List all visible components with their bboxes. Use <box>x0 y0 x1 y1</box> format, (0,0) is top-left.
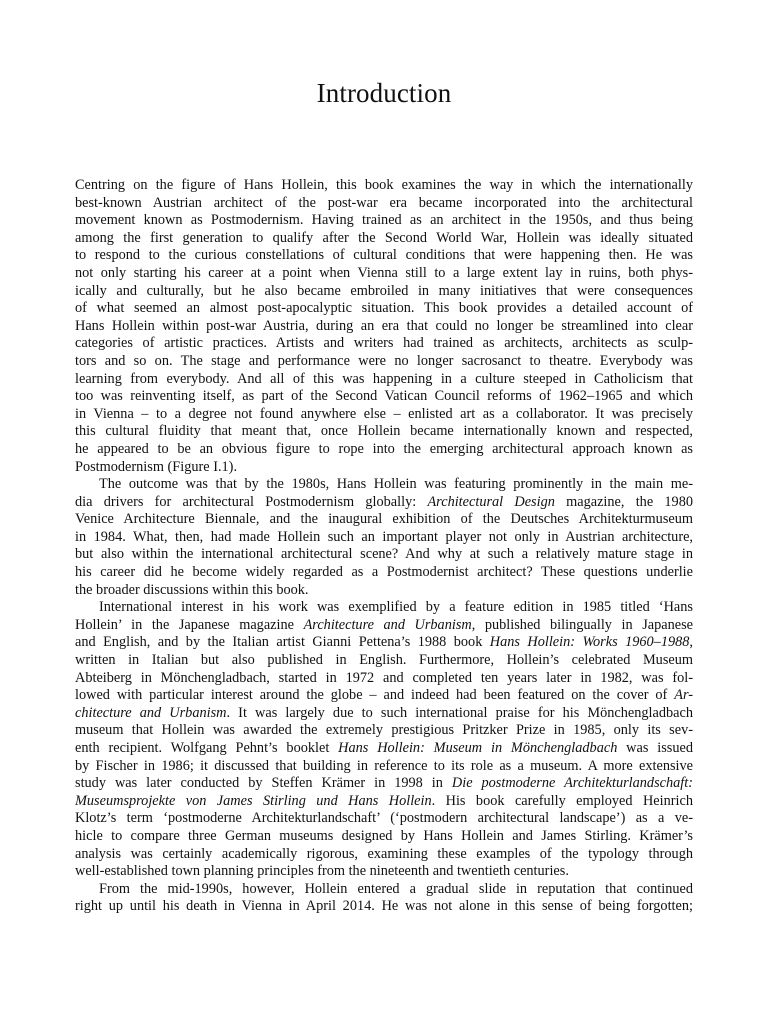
text-line <box>75 195 693 213</box>
text-run: From the mid-1990s, however, Hollein entered a gradual slide in reputation that continued <box>99 880 693 897</box>
text-line <box>75 476 693 494</box>
text-run: the broader discussions within this book. <box>75 581 309 598</box>
body-text <box>75 177 693 916</box>
text-line <box>75 722 693 740</box>
text-line <box>75 353 693 371</box>
text-line <box>75 388 693 406</box>
text-line <box>75 898 693 916</box>
text-run: this cultural fluidity that meant that, once Hollein became internationally known and respected, <box>75 423 693 440</box>
text-run: too was reinventing itself, as part of the Second Vatican Council reforms of 1962–1965 and which <box>75 388 693 405</box>
text-run: right up until his death in Vienna in April 2014. He was not alone in this sense of being forgotten; <box>75 898 693 915</box>
text-line <box>75 300 693 318</box>
text-line <box>75 283 693 301</box>
text-line <box>75 441 693 459</box>
text-run: learning from everybody. And all of this was happening in a culture steeped in Catholicism that <box>75 370 693 387</box>
text-run: dia drivers for architectural Postmodernism globally: <box>75 493 428 510</box>
italic-title: Hans Hollein: Works 1960–1988 <box>489 634 690 651</box>
text-line <box>75 177 693 195</box>
text-run: lowed with particular interest around the globe – and indeed had been featured on the cover of <box>75 687 675 704</box>
text-line <box>75 687 693 705</box>
text-line <box>75 335 693 353</box>
text-run: Abteiberg in Mönchengladbach, started in 1972 and completed ten years later in 1982, was fol- <box>75 669 693 686</box>
text-line <box>75 758 693 776</box>
text-line <box>75 494 693 512</box>
page-title: Introduction <box>316 78 452 108</box>
text-line <box>75 740 693 758</box>
italic-title: Hans Hollein: Museum in Mönchengladbach <box>338 740 618 756</box>
text-line <box>75 511 693 529</box>
text-line <box>75 705 693 723</box>
text-run: Hans Hollein within post-war Austria, during an era that could no longer be streamlined into clear <box>75 317 693 334</box>
text-run: tors and so on. The stage and performance were no longer sacrosanct to theatre. Everybody was <box>75 352 693 369</box>
text-run: but also within the international architectural scene? And why at such a relatively mature stage in <box>75 546 693 563</box>
text-run: best-known Austrian architect of the post-war era became incorporated into the architectural <box>75 194 693 211</box>
text-run: . It was largely due to such international praise for his Mönchengladbach <box>226 704 694 721</box>
text-line <box>75 371 693 389</box>
text-run: . His book carefully employed Heinrich <box>431 792 693 809</box>
text-line <box>75 775 693 793</box>
text-run: magazine, the 1980 <box>554 493 693 510</box>
text-line <box>75 670 693 688</box>
text-run: by Fischer in 1986; it discussed that building in reference to its role as a museum. A more extensive <box>75 757 693 774</box>
text-run: movement known as Postmodernism. Having trained as an architect in the 1950s, and thus being <box>75 212 693 229</box>
text-line <box>75 265 693 283</box>
text-run: in 1984. What, then, had made Hollein such an important player not only in Austrian architecture, <box>75 528 693 545</box>
text-run: to respond to the curious constellations of cultural conditions that were happening then. He was <box>75 247 693 264</box>
text-line <box>75 599 693 617</box>
text-run: he appeared to be an obvious figure to rope into the emerging architectural approach known as <box>75 440 693 457</box>
text-run: Centring on the figure of Hans Hollein, this book examines the way in which the internationally <box>75 177 693 193</box>
italic-title: Museumsprojekte von James Stirling und Hans Hollein <box>75 792 432 809</box>
text-line <box>75 230 693 248</box>
text-line <box>75 459 693 477</box>
text-run: and English, and by the Italian artist Gianni Pettena’s 1988 book <box>75 634 490 651</box>
text-run: in Vienna – to a degree not found anywhere else – enlisted art as a collaborator. It was precisely <box>75 405 693 422</box>
text-run: of what seemed an almost post-apocalyptic situation. This book provides a detailed account of <box>75 300 693 317</box>
text-line <box>75 617 693 635</box>
text-run: categories of artistic practices. Artists and writers had trained as architects, architects as sculp- <box>75 335 693 352</box>
text-line <box>75 406 693 424</box>
text-run: written in Italian but also published in English. Furthermore, Hollein’s celebrated Museum <box>75 652 693 669</box>
italic-title: chitecture and Urbanism <box>75 704 227 721</box>
text-run: was issued <box>617 740 694 756</box>
text-run: analysis was certainly academically rigorous, examining these examples of the typology through <box>75 845 693 862</box>
italic-title: Ar- <box>674 687 693 704</box>
text-run: study was later conducted by Steffen Krämer in 1998 in <box>75 775 452 792</box>
text-run: enth recipient. Wolfgang Pehnt’s booklet <box>75 740 339 756</box>
text-run: , published bilingually in Japanese <box>471 616 694 633</box>
text-line <box>75 810 693 828</box>
text-line <box>75 634 693 652</box>
text-line <box>75 881 693 899</box>
text-line <box>75 863 693 881</box>
text-line <box>75 828 693 846</box>
text-line <box>75 423 693 441</box>
italic-title: Architecture and Urbanism <box>303 616 472 633</box>
text-run: , <box>689 634 693 651</box>
italic-title: Die postmoderne Architekturlandschaft: <box>451 775 693 792</box>
text-run: Postmodernism (Figure I.1). <box>75 458 238 475</box>
text-run: not only starting his career at a point when Vienna still to a large extent lay in ruins, both phys- <box>75 264 693 281</box>
text-run: museum that Hollein was awarded the extremely prestigious Pritzker Prize in 1985, only its sev- <box>75 722 693 739</box>
text-run: hicle to compare three German museums designed by Hans Hollein and James Stirling. Krämer’s <box>75 827 693 844</box>
text-run: Klotz’s term ‘postmoderne Architekturlandschaft’ (‘postmodern architectural landscape’) as a ve- <box>75 810 693 827</box>
text-line <box>75 247 693 265</box>
text-run: The outcome was that by the 1980s, Hans Hollein was featuring prominently in the main me- <box>99 476 693 493</box>
text-line <box>75 212 693 230</box>
text-run: among the first generation to qualify after the Second World War, Hollein was ideally situated <box>75 229 693 246</box>
text-line <box>75 564 693 582</box>
text-line <box>75 652 693 670</box>
italic-title: Architectural Design <box>427 493 555 510</box>
text-run: well-established town planning principles from the nineteenth and twentieth centuries. <box>75 863 569 880</box>
text-line <box>75 546 693 564</box>
text-run: his career did he become widely regarded as a Postmodernist architect? These questions underlie <box>75 564 693 581</box>
text-line <box>75 529 693 547</box>
text-run: Venice Architecture Biennale, and the inaugural exhibition of the Deutsches Architekturmuseum <box>75 511 693 528</box>
text-line <box>75 793 693 811</box>
text-line <box>75 582 693 600</box>
text-run: International interest in his work was exemplified by a feature edition in 1985 titled ‘Hans <box>99 599 693 616</box>
text-line <box>75 318 693 336</box>
text-line <box>75 846 693 864</box>
text-run: Hollein’ in the Japanese magazine <box>75 616 304 633</box>
text-run: ically and culturally, but he also became embroiled in many initiatives that were consequences <box>75 282 693 299</box>
